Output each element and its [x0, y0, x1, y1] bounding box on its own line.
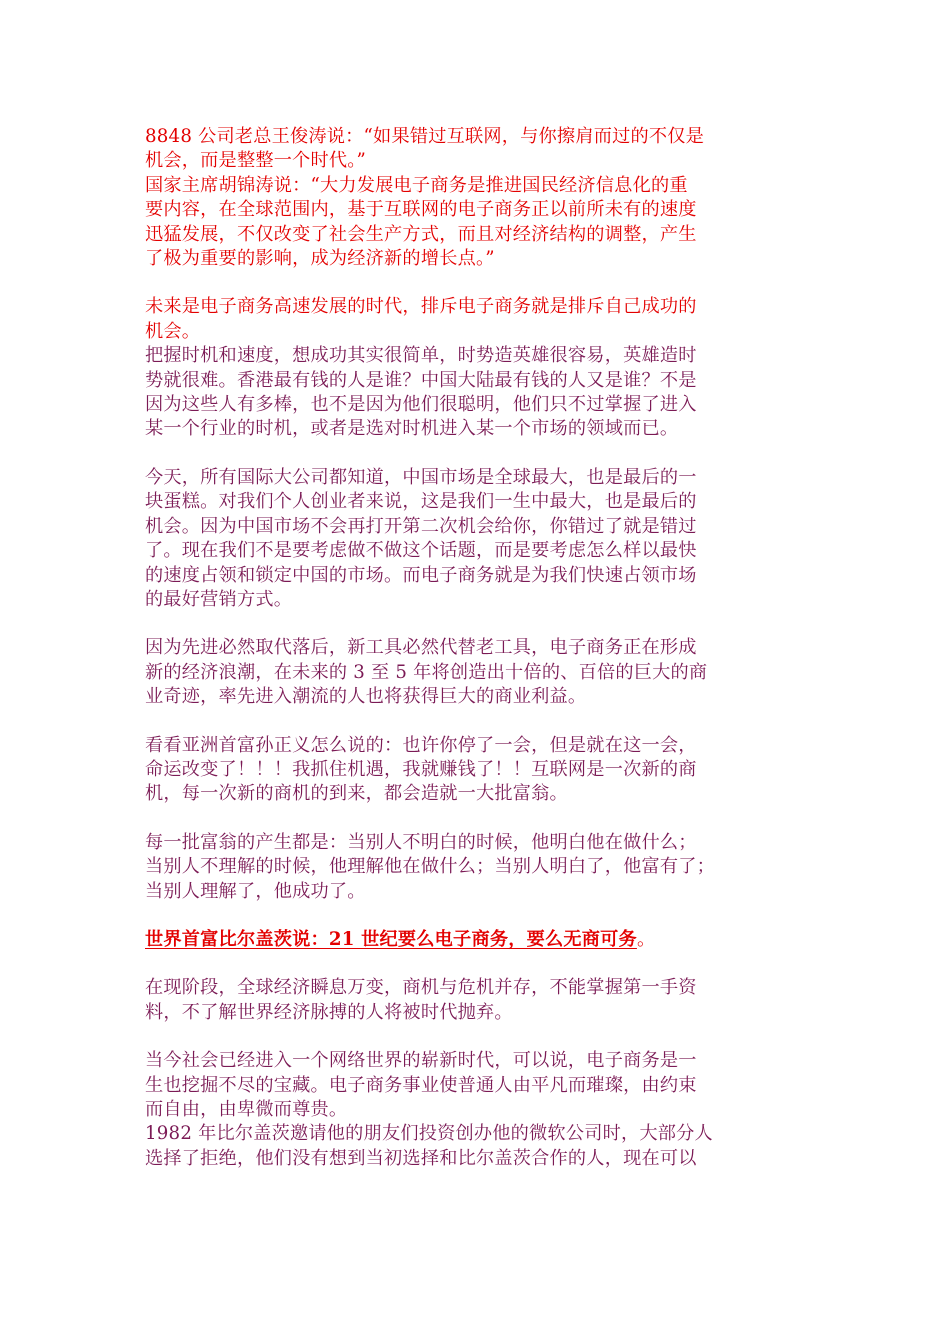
paragraph-gap — [145, 442, 805, 466]
paragraph-gap — [145, 807, 805, 831]
paragraph-gap — [145, 710, 805, 734]
headline-period: 。 — [636, 928, 656, 950]
paragraph-microsoft-1982: 1982 年比尔盖茨邀请他的朋友们投资创办他的微软公司时，大部分人 选择了拒绝，他们没有想到当初选择和比尔盖茨合作的人，现在可以 — [145, 1123, 713, 1169]
paragraph-new-tools: 因为先进必然取代落后，新工具必然代替老工具，电子商务正在形成 新的经济浪潮，在未来的 3 至 5 年将创造出十倍的、百倍的巨大的商 业奇迹，率先进入潮流的人也将获得巨大的商业利益。 — [145, 637, 708, 708]
paragraph-future: 未来是电子商务高速发展的时代，排斥电子商务就是排斥自己成功的 机会。 — [145, 296, 697, 342]
headline-bill-gates — [145, 928, 805, 952]
document-body — [145, 125, 805, 1171]
paragraph-network-era: 当今社会已经进入一个网络世界的崭新时代，可以说，电子商务是一 生也挖掘不尽的宝藏。电子商务事业使普通人由平凡而璀璨，由约束 而自由，由卑微而尊贵。 — [145, 1050, 697, 1120]
paragraph-gap — [145, 952, 805, 976]
quote-hu-jintao: 国家主席胡锦涛说：“大力发展电子商务是推进国民经济信息化的重 要内容，在全球范围内，基于互联网的电子商务正以前所未有的速度 迅猛发展，不仅改变了社会生产方式，而且对经济结构的调整，产生 了极为重要的影响，成为经济新的增长点。” — [145, 174, 697, 270]
paragraph-rich-people: 每一批富翁的产生都是：当别人不明白的时候，他明白他在做什么； 当别人不理解的时候，他理解他在做什么；当别人明白了，他富有了； 当别人理解了，他成功了。 — [145, 831, 716, 902]
paragraph-gap — [145, 1025, 805, 1049]
paragraph-son-masayoshi: 看看亚洲首富孙正义怎么说的：也许你停了一会，但是就在这一会， 命运改变了！！！我抓住机遇，我就赚钱了！！互联网是一次新的商 机，每一次新的商机的到来，都会造就一大批富翁。 — [145, 734, 697, 805]
paragraph-timing: 把握时机和速度，想成功其实很简单，时势造英雄很容易，英雄造时 势就很难。香港最有钱的人是谁？中国大陆最有钱的人又是谁？不是 因为这些人有多棒，也不是因为他们很聪明，他们只不过掌握了进入 某一个行业的时机，或者是选对时机进入某一个市场的领域而已。 — [145, 345, 697, 440]
paragraph-gap — [145, 904, 805, 928]
headline-text: 世界首富比尔盖茨说：21 世纪要么电子商务，要么无商可务 — [145, 928, 637, 950]
paragraph-china-market: 今天，所有国际大公司都知道，中国市场是全球最大，也是最后的一 块蛋糕。对我们个人创业者来说，这是我们一生中最大，也是最后的 机会。因为中国市场不会再打开第二次机会给你，你错过了就是错过 了。现在我们不是要考虑做不做这个话题，而是要考虑怎么样以最快 的速度占领和锁定中国的市场。而电子商务就是为我们快速占领市场 的最好营销方式。 — [145, 466, 697, 610]
paragraph-gap — [145, 271, 805, 295]
quote-wang-juntao: 8848 公司老总王俊涛说：“如果错过互联网，与你擦肩而过的不仅是 机会，而是整整一个时代。” — [145, 126, 705, 172]
paragraph-global-economy: 在现阶段，全球经济瞬息万变，商机与危机并存，不能掌握第一手资 料，不了解世界经济脉搏的人将被时代抛弃。 — [145, 977, 697, 1023]
paragraph-gap — [145, 612, 805, 636]
